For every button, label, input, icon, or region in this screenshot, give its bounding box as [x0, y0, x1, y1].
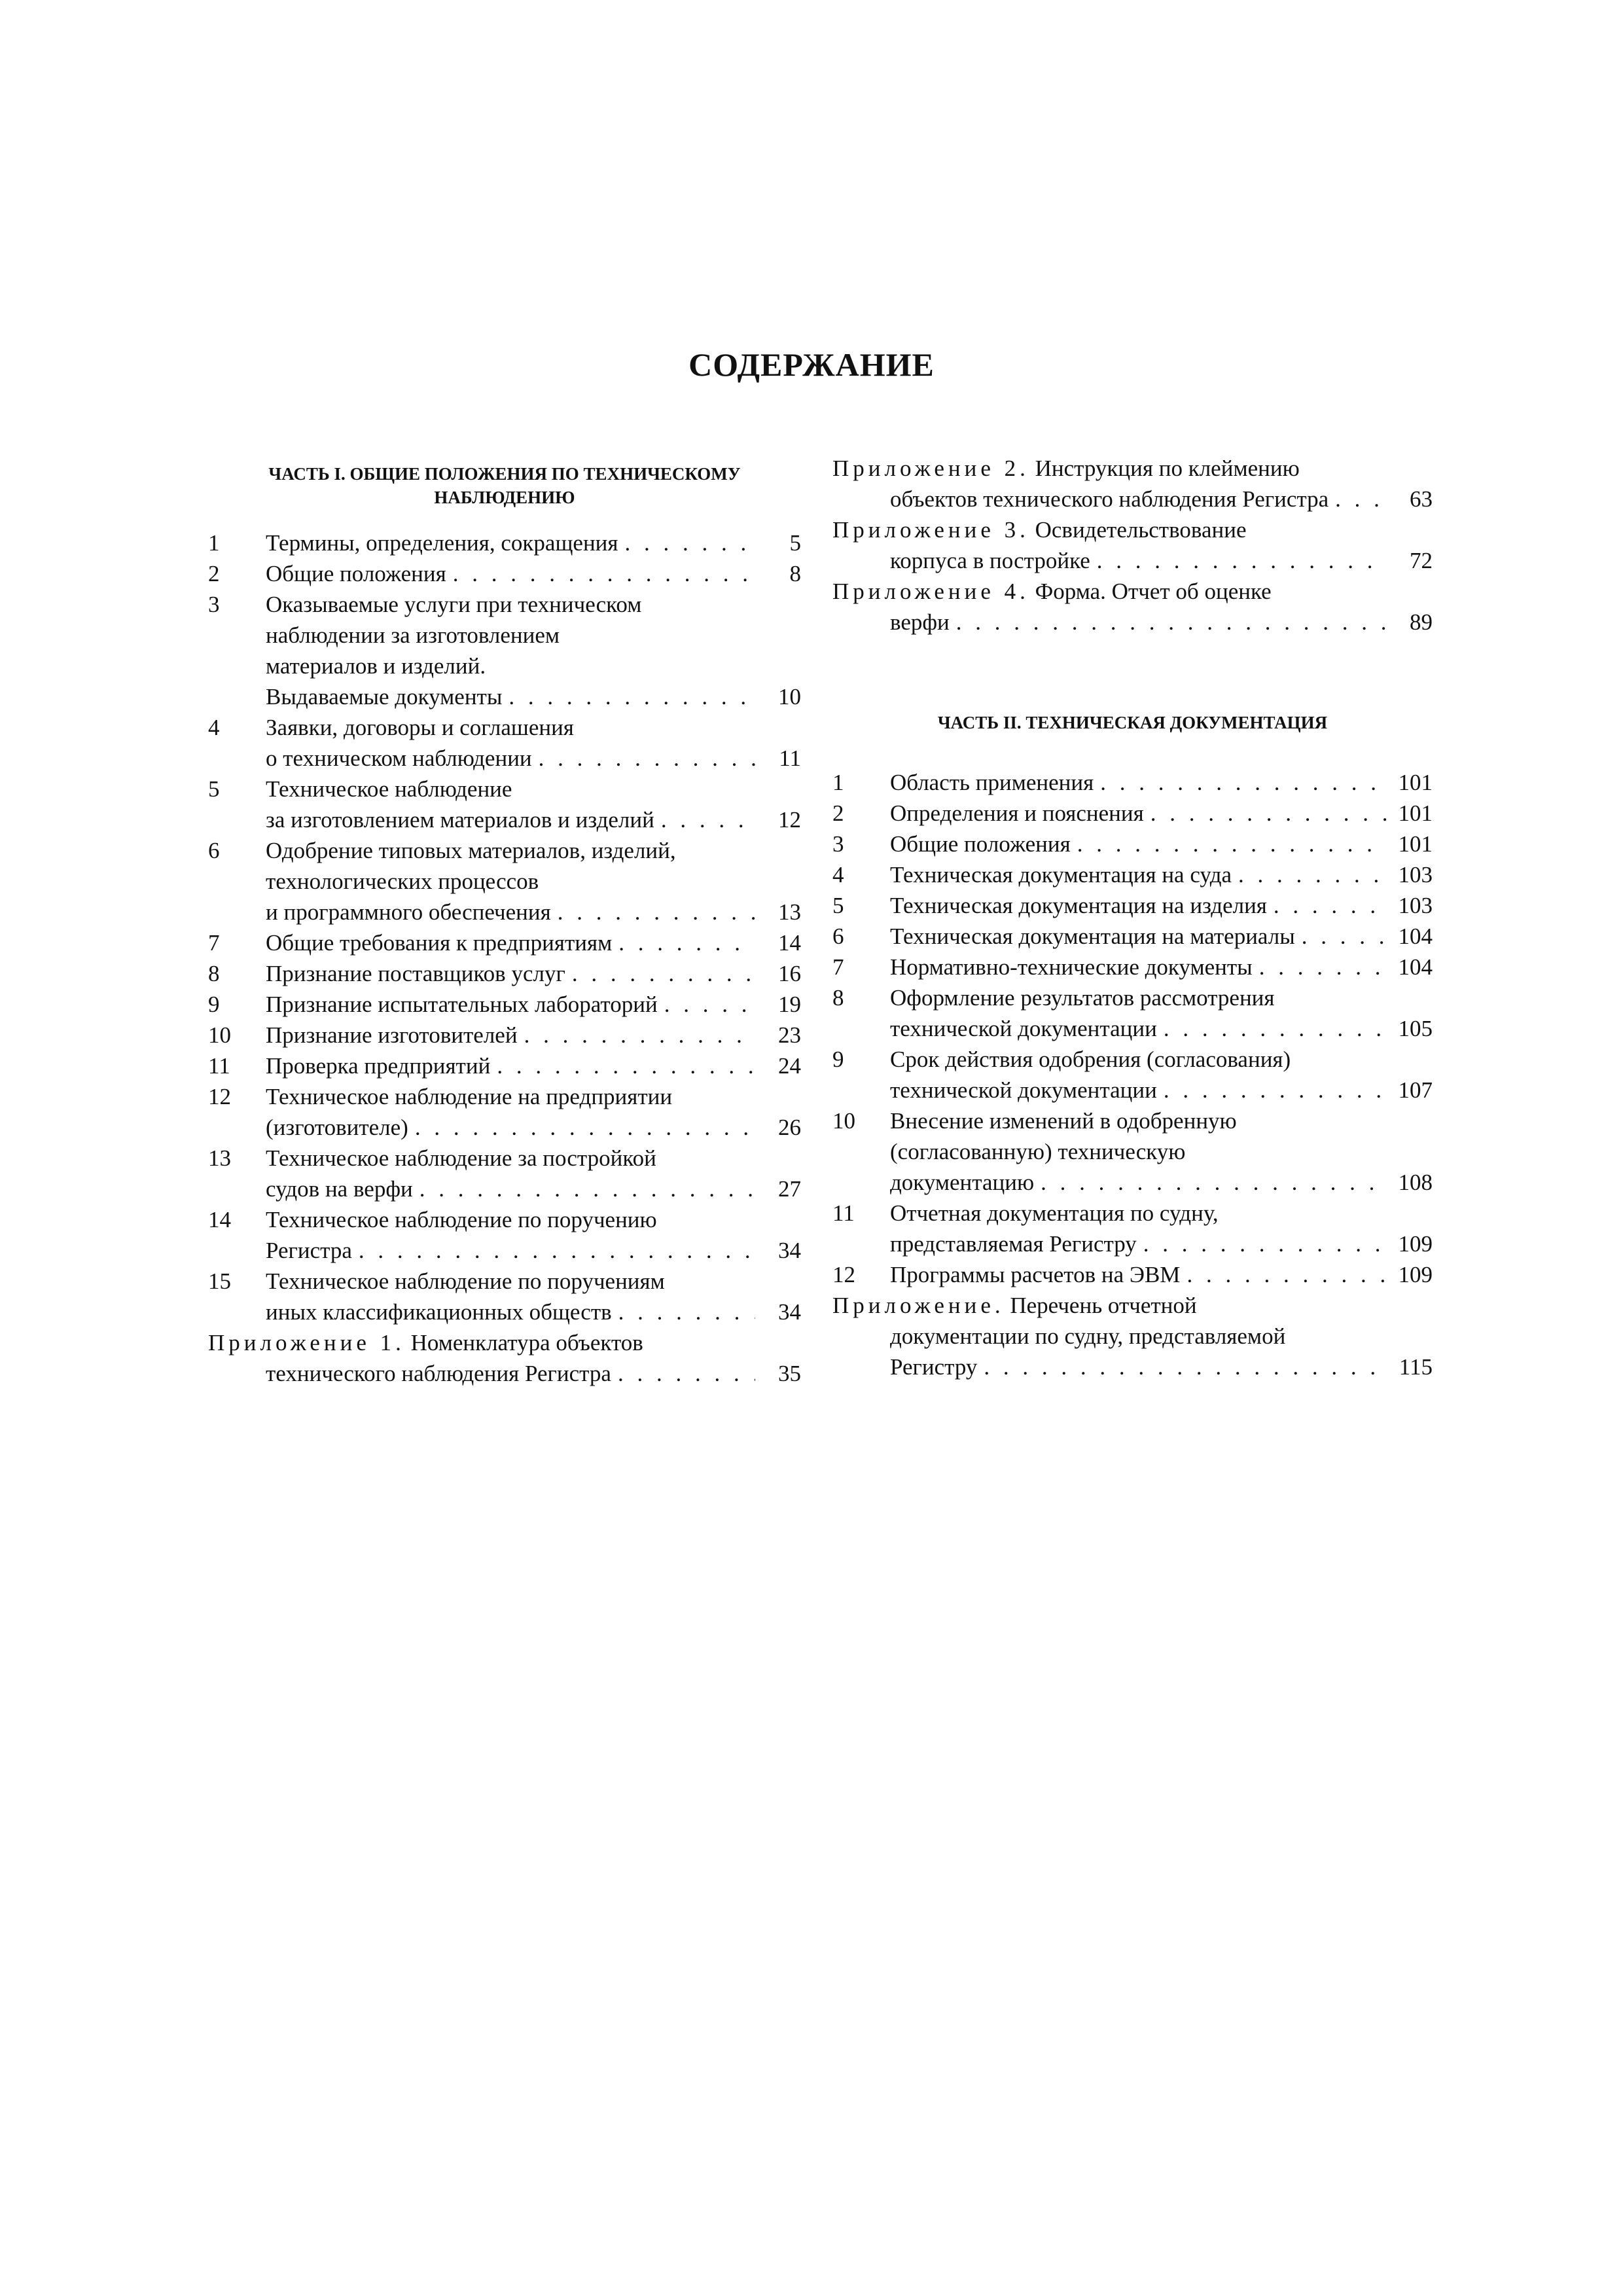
appendix-label: Приложение 2. [832, 456, 1029, 481]
toc-entry-title-line: Признание поставщиков услуг . . . [266, 958, 755, 989]
toc-entry-number: 14 [208, 1207, 231, 1232]
toc-entry-title [208, 1204, 801, 1266]
toc-entry-number: 11 [832, 1200, 855, 1226]
toc-entry-title [208, 1050, 801, 1081]
part-1-appendices [208, 1327, 801, 1389]
toc-entry-title [832, 890, 1433, 921]
toc-entry[interactable] [208, 1266, 801, 1327]
toc-entry-number: 9 [208, 992, 220, 1017]
toc-entry-number: 2 [208, 561, 220, 586]
appendix-title-start: Инструкция по клеймению [1035, 456, 1300, 481]
toc-entry[interactable] [832, 859, 1433, 890]
toc-entry[interactable] [208, 774, 801, 835]
toc-entry[interactable] [832, 767, 1433, 798]
toc-entry-title-line: Техническая документация на изделия . . . [890, 890, 1387, 921]
toc-entry-title-line: Заявки, договоры и соглашения [266, 715, 574, 740]
toc-entry[interactable] [208, 558, 801, 589]
toc-entry-page: 101 [1398, 800, 1433, 826]
toc-entry-title-line: наблюдении за изготовлением [266, 622, 560, 648]
part-2-appendices [832, 1290, 1433, 1382]
toc-entry-title [832, 1259, 1433, 1290]
toc-entry-title [832, 829, 1433, 859]
toc-entry-page: 5 [789, 530, 801, 556]
toc-entry-title-line: представляемая Регистру . . . [890, 1229, 1387, 1259]
toc-entry-title [832, 921, 1433, 952]
toc-entry-page: 26 [778, 1115, 801, 1140]
toc-entry-title [208, 1266, 801, 1327]
toc-entry-number: 12 [208, 1084, 231, 1109]
toc-entry-number: 3 [208, 592, 220, 617]
toc-entry-number: 10 [208, 1022, 231, 1048]
toc-column-left [208, 453, 801, 1389]
toc-entry-number: 1 [832, 770, 844, 795]
toc-entry-title [208, 989, 801, 1020]
toc-entry[interactable] [208, 1081, 801, 1143]
toc-entry-page: 8 [789, 561, 801, 586]
toc-entry-title [832, 1198, 1433, 1259]
toc-entry-number: 15 [208, 1268, 231, 1294]
appendix-first-line [832, 514, 1433, 545]
toc-entry-title-line: (изготовителе) . . . [266, 1112, 755, 1143]
toc-entry-title-line: Срок действия одобрения (согласования) [890, 1047, 1291, 1072]
appendix-title [832, 484, 1433, 514]
toc-entry-title-line: иных классификационных обществ . . . [266, 1297, 755, 1327]
toc-entry-number: 8 [208, 961, 220, 986]
appendix-title-start: Освидетельствование [1035, 517, 1247, 543]
toc-entry-title-line: Нормативно-технические документы . . . [890, 952, 1387, 982]
toc-entry-number: 5 [832, 893, 844, 918]
toc-entry-page: 27 [778, 1176, 801, 1202]
appendix-entry[interactable] [832, 514, 1433, 576]
toc-entry-page: 24 [778, 1053, 801, 1079]
toc-entry[interactable] [832, 890, 1433, 921]
toc-entry-title-line: Техническое наблюдение за постройкой [266, 1145, 656, 1171]
appendix-title-line: документации по судну, представляемой [890, 1323, 1286, 1349]
toc-entry-page: 16 [778, 961, 801, 986]
toc-entry-title [208, 958, 801, 989]
toc-entry-title-line: за изготовлением материалов и изделий . . . [266, 804, 755, 835]
toc-entry-number: 2 [832, 800, 844, 826]
appendix-title-line: объектов технического наблюдения Регистра . . . [890, 484, 1387, 514]
toc-entry-number: 8 [832, 985, 844, 1011]
toc-entry-page: 107 [1398, 1077, 1433, 1103]
toc-entry-title [832, 982, 1433, 1044]
toc-entry-title-line: технологических процессов [266, 869, 539, 894]
toc-entry-title-line: технической документации . . . [890, 1013, 1387, 1044]
appendix-label: Приложение 1. [208, 1330, 405, 1355]
appendix-title-line: верфи . . . [890, 607, 1387, 637]
appendix-page: 89 [1410, 609, 1433, 635]
toc-entry-page: 109 [1398, 1231, 1433, 1257]
appendix-first-line [832, 453, 1433, 484]
toc-entry-title-line: Техническое наблюдение на предприятии [266, 1084, 673, 1109]
toc-entry-title-line: Техническая документация на материалы . . . [890, 921, 1387, 952]
toc-entry-title [208, 712, 801, 774]
toc-entry-title-line: Техническое наблюдение по поручениям [266, 1268, 665, 1294]
toc-entry-title-line: Выдаваемые документы . . . [266, 681, 755, 712]
toc-entry-title [832, 1044, 1433, 1105]
toc-entry-title [208, 927, 801, 958]
toc-entry-title [208, 1020, 801, 1050]
toc-entry[interactable] [208, 528, 801, 558]
appendix-page: 35 [778, 1361, 801, 1386]
toc-entry-title-line: документацию . . . [890, 1167, 1387, 1198]
part-2-heading: ЧАСТЬ II. ТЕХНИЧЕСКАЯ ДОКУМЕНТАЦИЯ [937, 713, 1328, 732]
toc-entry-title-line: Оказываемые услуги при техническом [266, 592, 642, 617]
appendix-page: 115 [1399, 1354, 1433, 1380]
page-title: СОДЕРЖАНИЕ [688, 346, 935, 383]
toc-entry[interactable] [832, 1198, 1433, 1259]
toc-entry[interactable] [208, 1143, 801, 1204]
toc-entry-page: 108 [1398, 1170, 1433, 1195]
toc-entry-page: 10 [778, 684, 801, 709]
appendix-title-start: Номенклатура объектов [410, 1330, 643, 1355]
toc-entry-title [208, 1081, 801, 1143]
appendix-entry[interactable] [832, 453, 1433, 514]
toc-entry-title-line: Термины, определения, сокращения . . . [266, 528, 755, 558]
appendix-title-start: Перечень отчетной [1010, 1293, 1197, 1318]
toc-entry-title-line: материалов и изделий. [266, 653, 486, 679]
part-2-entries [832, 767, 1433, 1290]
toc-entry-title-line: Программы расчетов на ЭВМ . . . [890, 1259, 1387, 1290]
appendix-first-line [832, 576, 1433, 607]
toc-entry-page: 14 [778, 930, 801, 956]
toc-entry-number: 6 [208, 838, 220, 863]
toc-entry-title-line: Определения и пояснения . . . [890, 798, 1387, 829]
appendix-title-start: Форма. Отчет об оценке [1035, 579, 1272, 604]
toc-entry-title [208, 528, 801, 558]
toc-entry-title-line: Признание изготовителей . . . [266, 1020, 755, 1050]
toc-entry[interactable] [208, 835, 801, 927]
part-1-entries [208, 528, 801, 1327]
toc-entry-page: 19 [778, 992, 801, 1017]
toc-entry-page: 13 [778, 899, 801, 925]
appendix-entry[interactable] [208, 1327, 801, 1389]
toc-entry-title [832, 952, 1433, 982]
toc-entry[interactable] [208, 989, 801, 1020]
toc-entry-number: 12 [832, 1262, 855, 1287]
toc-entry-page: 101 [1398, 770, 1433, 795]
toc-entry-title-line: Техническая документация на суда . . . [890, 859, 1387, 890]
toc-entry-title-line: судов на верфи . . . [266, 1174, 755, 1204]
part-1-heading-line: НАБЛЮДЕНИЮ [434, 488, 575, 507]
toc-entry-title-line: Оформление результатов рассмотрения [890, 985, 1275, 1011]
toc-entry-page: 109 [1398, 1262, 1433, 1287]
toc-entry[interactable] [832, 798, 1433, 829]
appendix-title-line: технического наблюдения Регистра . . . [266, 1358, 755, 1389]
toc-entry-number: 4 [208, 715, 220, 740]
toc-entry[interactable] [208, 1020, 801, 1050]
toc-entry-title [208, 835, 801, 927]
toc-entry-page: 104 [1398, 924, 1433, 949]
toc-entry-page: 104 [1398, 954, 1433, 980]
appendix-entry[interactable] [832, 1290, 1433, 1382]
toc-entry-page: 101 [1398, 831, 1433, 857]
toc-entry-title [208, 589, 801, 712]
appendix-label: Приложение 3. [832, 517, 1029, 543]
toc-entry[interactable] [208, 927, 801, 958]
toc-entry-title-line: (согласованную) техническую [890, 1139, 1186, 1164]
toc-entry-page: 34 [778, 1238, 801, 1263]
part-1-appendices-continued [832, 453, 1433, 637]
appendix-label: Приложение 4. [832, 579, 1029, 604]
toc-entry-title [208, 1143, 801, 1204]
toc-entry-title-line: Одобрение типовых материалов, изделий, [266, 838, 676, 863]
toc-entry[interactable] [832, 829, 1433, 859]
toc-entry[interactable] [208, 1204, 801, 1266]
toc-entry-number: 11 [208, 1053, 230, 1079]
toc-entry[interactable] [832, 1259, 1433, 1290]
toc-column-right [832, 453, 1433, 1382]
toc-entry-title-line: Общие требования к предприятиям . . . [266, 927, 755, 958]
toc-entry-page: 11 [779, 745, 801, 771]
toc-entry-page: 103 [1398, 893, 1433, 918]
toc-entry-title-line: о техническом наблюдении . . . [266, 743, 755, 774]
toc-entry-title [208, 558, 801, 589]
appendix-title [208, 1358, 801, 1389]
appendix-title-line: корпуса в постройке . . . [890, 545, 1387, 576]
toc-entry-title [832, 798, 1433, 829]
toc-entry-number: 3 [832, 831, 844, 857]
toc-entry-title-line: технической документации . . . [890, 1075, 1387, 1105]
toc-entry-title-line: Признание испытательных лабораторий . . . [266, 989, 755, 1020]
toc-entry[interactable] [832, 921, 1433, 952]
toc-entry-title-line: и программного обеспечения . . . [266, 897, 755, 927]
toc-entry-title [832, 859, 1433, 890]
appendix-title [832, 1321, 1433, 1382]
toc-entry-title-line: Отчетная документация по судну, [890, 1200, 1219, 1226]
appendix-title [832, 607, 1433, 637]
toc-entry[interactable] [208, 958, 801, 989]
appendix-entry[interactable] [832, 576, 1433, 637]
toc-entry-title-line: Внесение изменений в одобренную [890, 1108, 1237, 1134]
toc-entry-number: 1 [208, 530, 220, 556]
toc-entry-number: 7 [832, 954, 844, 980]
toc-entry-number: 10 [832, 1108, 855, 1134]
appendix-label: Приложение. [832, 1293, 1005, 1318]
toc-entry-title-line: Техническое наблюдение [266, 776, 512, 802]
toc-entry-title-line: Техническое наблюдение по поручению [266, 1207, 657, 1232]
toc-entry-number: 4 [832, 862, 844, 888]
toc-entry-title [832, 767, 1433, 798]
part-1-heading [208, 462, 801, 509]
appendix-first-line [832, 1290, 1433, 1321]
appendix-title-line: Регистру . . . [890, 1352, 1387, 1382]
toc-entry[interactable] [832, 1105, 1433, 1198]
toc-entry-page: 12 [778, 807, 801, 833]
toc-entry-title [208, 774, 801, 835]
toc-entry-title-line: Область применения . . . [890, 767, 1387, 798]
toc-entry-number: 7 [208, 930, 220, 956]
toc-entry-number: 6 [832, 924, 844, 949]
part-1-heading-line: ЧАСТЬ I. ОБЩИЕ ПОЛОЖЕНИЯ ПО ТЕХНИЧЕСКОМУ [268, 464, 741, 484]
toc-entry-title-line: Общие положения . . . [890, 829, 1387, 859]
toc-entry-page: 105 [1398, 1016, 1433, 1041]
toc-entry[interactable] [208, 712, 801, 774]
toc-entry-title-line: Проверка предприятий . . . [266, 1050, 755, 1081]
toc-entry-number: 13 [208, 1145, 231, 1171]
appendix-page: 63 [1410, 486, 1433, 512]
appendix-first-line [208, 1327, 801, 1358]
toc-entry[interactable] [832, 952, 1433, 982]
toc-entry-page: 34 [778, 1299, 801, 1325]
toc-entry[interactable] [832, 1044, 1433, 1105]
toc-entry-title-line: Регистра . . . [266, 1235, 755, 1266]
toc-entry-page: 103 [1398, 862, 1433, 888]
toc-entry[interactable] [208, 1050, 801, 1081]
toc-entry-page: 23 [778, 1022, 801, 1048]
toc-entry[interactable] [208, 589, 801, 712]
toc-entry[interactable] [832, 982, 1433, 1044]
appendix-page: 72 [1410, 548, 1433, 573]
toc-entry-number: 5 [208, 776, 220, 802]
appendix-title [832, 545, 1433, 576]
toc-entry-title-line: Общие положения . . . [266, 558, 755, 589]
toc-entry-title [832, 1105, 1433, 1198]
toc-entry-number: 9 [832, 1047, 844, 1072]
